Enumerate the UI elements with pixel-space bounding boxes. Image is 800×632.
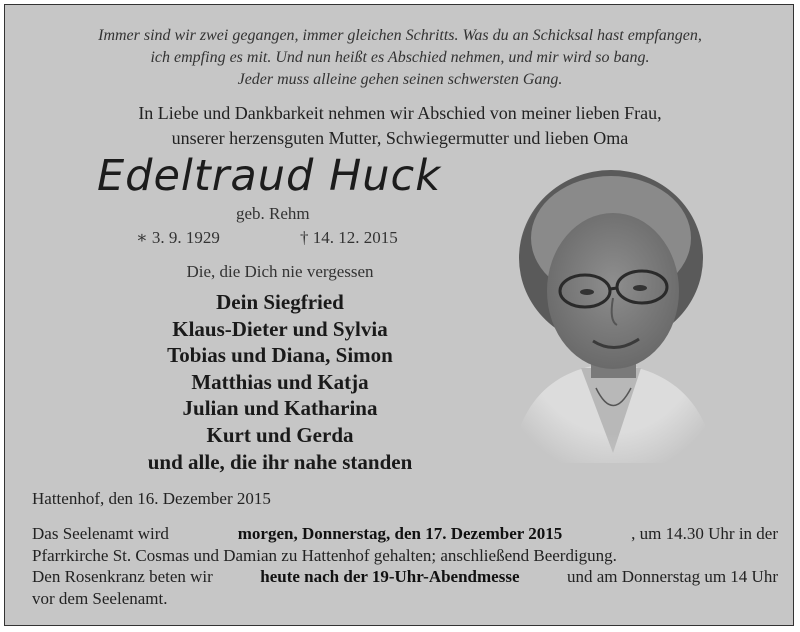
cross-icon: † bbox=[300, 228, 309, 247]
intro-line: unserer herzensguten Mutter, Schwiegermutter und lieben Oma bbox=[171, 128, 629, 148]
mourner-line: und alle, die ihr nahe standen bbox=[147, 449, 413, 474]
details-text: , um 14.30 Uhr in der bbox=[631, 524, 778, 543]
funeral-date: morgen, Donnerstag, den 17. Dezember 2015 bbox=[237, 524, 563, 543]
details-line bbox=[32, 523, 778, 545]
mourner-line: Tobias und Diana, Simon bbox=[167, 343, 393, 368]
details-text: Das Seelenamt wird bbox=[32, 524, 169, 543]
details-text: und am Donnerstag um 14 Uhr bbox=[566, 567, 778, 586]
mourner-line: Julian und Katharina bbox=[182, 396, 378, 421]
intro-line: In Liebe und Dankbarkeit nehmen wir Abschied von meiner lieben Frau, bbox=[138, 103, 662, 123]
birth-date bbox=[136, 228, 220, 248]
birth-star-icon: ∗ bbox=[136, 228, 148, 247]
mourner-line: Dein Siegfried bbox=[216, 290, 344, 314]
details-line: vor dem Seelenamt. bbox=[32, 588, 168, 608]
intro-text bbox=[45, 101, 755, 151]
birth-date-value: 3. 9. 1929 bbox=[151, 228, 220, 247]
place-and-date: Hattenhof, den 16. Dezember 2015 bbox=[32, 489, 271, 508]
deceased-name: Edeltraud Huck bbox=[97, 151, 442, 201]
death-date-value: 14. 12. 2015 bbox=[312, 228, 398, 247]
mourner-line: Kurt und Gerda bbox=[206, 422, 354, 447]
poem-line: Jeder muss alleine gehen seinen schwersten Gang. bbox=[237, 71, 563, 88]
mourners-list bbox=[95, 289, 465, 475]
details-text: Den Rosenkranz beten wir bbox=[32, 567, 213, 586]
birth-name: geb. Rehm bbox=[236, 204, 310, 223]
mourner-line: Klaus-Dieter und Sylvia bbox=[172, 316, 388, 341]
portrait-photo bbox=[501, 163, 725, 463]
death-date bbox=[300, 228, 398, 248]
rosary-time: heute nach der 19-Uhr-Abendmesse bbox=[260, 567, 520, 586]
mourners-intro: Die, die Dich nie vergessen bbox=[186, 262, 374, 281]
mourner-line: Matthias und Katja bbox=[191, 369, 369, 394]
funeral-details bbox=[32, 523, 778, 609]
poem bbox=[5, 25, 795, 91]
poem-line: ich empfing es mit. Und nun heißt es Abschied nehmen, und mir wird so bang. bbox=[150, 49, 650, 66]
details-line: Pfarrkirche St. Cosmas und Damian zu Hattenhof gehalten; anschließend Beerdigung. bbox=[32, 545, 617, 565]
details-line bbox=[32, 566, 778, 588]
obituary-notice bbox=[4, 4, 794, 626]
poem-line: Immer sind wir zwei gegangen, immer gleichen Schritts. Was du an Schicksal hast empfangen, bbox=[98, 27, 702, 44]
